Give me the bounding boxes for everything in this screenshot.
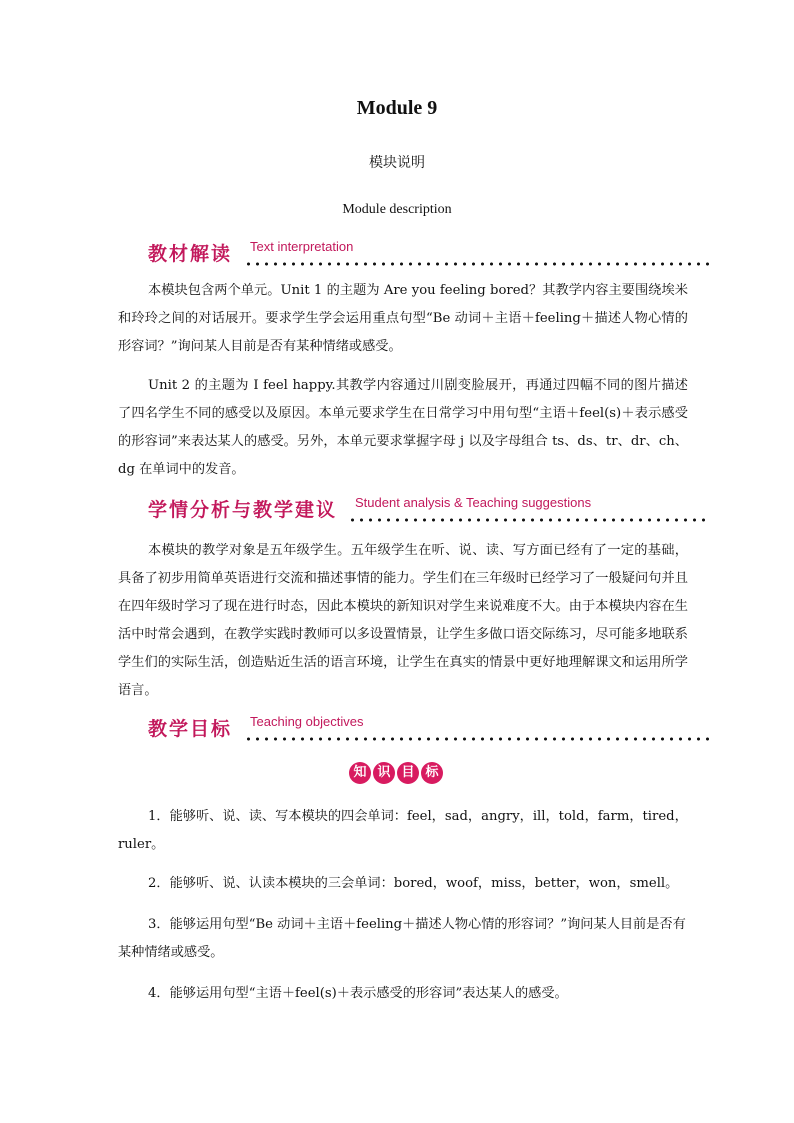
section-title-cn: 学情分析与教学建议: [148, 499, 338, 521]
objective-item: 2．能够听、说、认读本模块的三会单词：bored，woof，miss，better，won，smell。: [148, 876, 679, 891]
page-title: Module 9: [356, 97, 438, 119]
dotted-divider: [348, 518, 710, 522]
section-header-student-analysis: [148, 492, 710, 522]
dotted-divider: [244, 737, 710, 741]
section-title-cn: 教学目标: [148, 718, 233, 740]
paragraph: 本模块的教学对象是五年级学生。五年级学生在听、说、读、写方面已经有了一定的基础，具备了初步用简单英语进行交流和描述事情的能力。学生们在三年级时已经学习了一般疑问句并且在四年级时学习了现在进行时态，因此本模块的新知识对学生来说难度不大。由于本模块内容在生活中时常会遇到，在教学实践时教师可以多设置情景，让学生多做口语交际练习，尽可能多地联系学生们的实际生活，创造贴近生活的语言环境，让学生在真实的情景中更好地理解课文和运用所学语言。: [118, 543, 688, 698]
paragraph: 本模块包含两个单元。Unit 1 的主题为 Are you feeling bored？其教学内容主要围绕埃米和玲玲之间的对话展开。要求学生学会运用重点句型“Be 动词＋主语＋feeling＋描述人物心情的形容词？”询问某人目前是否有某种情绪或感受。: [118, 283, 688, 354]
paragraph: Unit 2 的主题为 I feel happy.其教学内容通过川剧变脸展开，再通过四幅不同的图片描述了四名学生不同的感受以及原因。本单元要求学生在日常学习中用句型“主语＋feel(s)＋表示感受的形容词”来表达某人的感受。另外，本单元要求掌握字母 j 以及字母组合 ts、ds、tr、dr、ch、dg 在单词中的发音。: [118, 378, 688, 477]
knowledge-objectives-badge: [349, 762, 443, 784]
objective-item: 4．能够运用句型“主语＋feel(s)＋表示感受的形容词”表达某人的感受。: [148, 986, 568, 1001]
subtitle-english: Module description: [342, 202, 452, 217]
objective-item: 3．能够运用句型“Be 动词＋主语＋feeling＋描述人物心情的形容词？”询问某人目前是否有某种情绪或感受。: [118, 917, 686, 960]
badge-char: 目: [397, 762, 419, 784]
section-title-en: Text interpretation: [250, 239, 354, 254]
badge-char: 识: [373, 762, 395, 784]
subtitle-chinese: 模块说明: [369, 155, 425, 171]
section-title-cn: 教材解读: [148, 243, 233, 265]
section-header-text-interpretation: [148, 236, 710, 266]
dotted-divider: [244, 262, 710, 266]
section-title-en: Teaching objectives: [250, 714, 364, 729]
section-header-teaching-objectives: [148, 711, 710, 741]
objective-item: 1．能够听、说、读、写本模块的四会单词：feel，sad，angry，ill，told，farm，tired，ruler。: [118, 809, 688, 852]
section-title-en: Student analysis & Teaching suggestions: [355, 495, 592, 510]
badge-char: 标: [421, 762, 443, 784]
badge-char: 知: [349, 762, 371, 784]
